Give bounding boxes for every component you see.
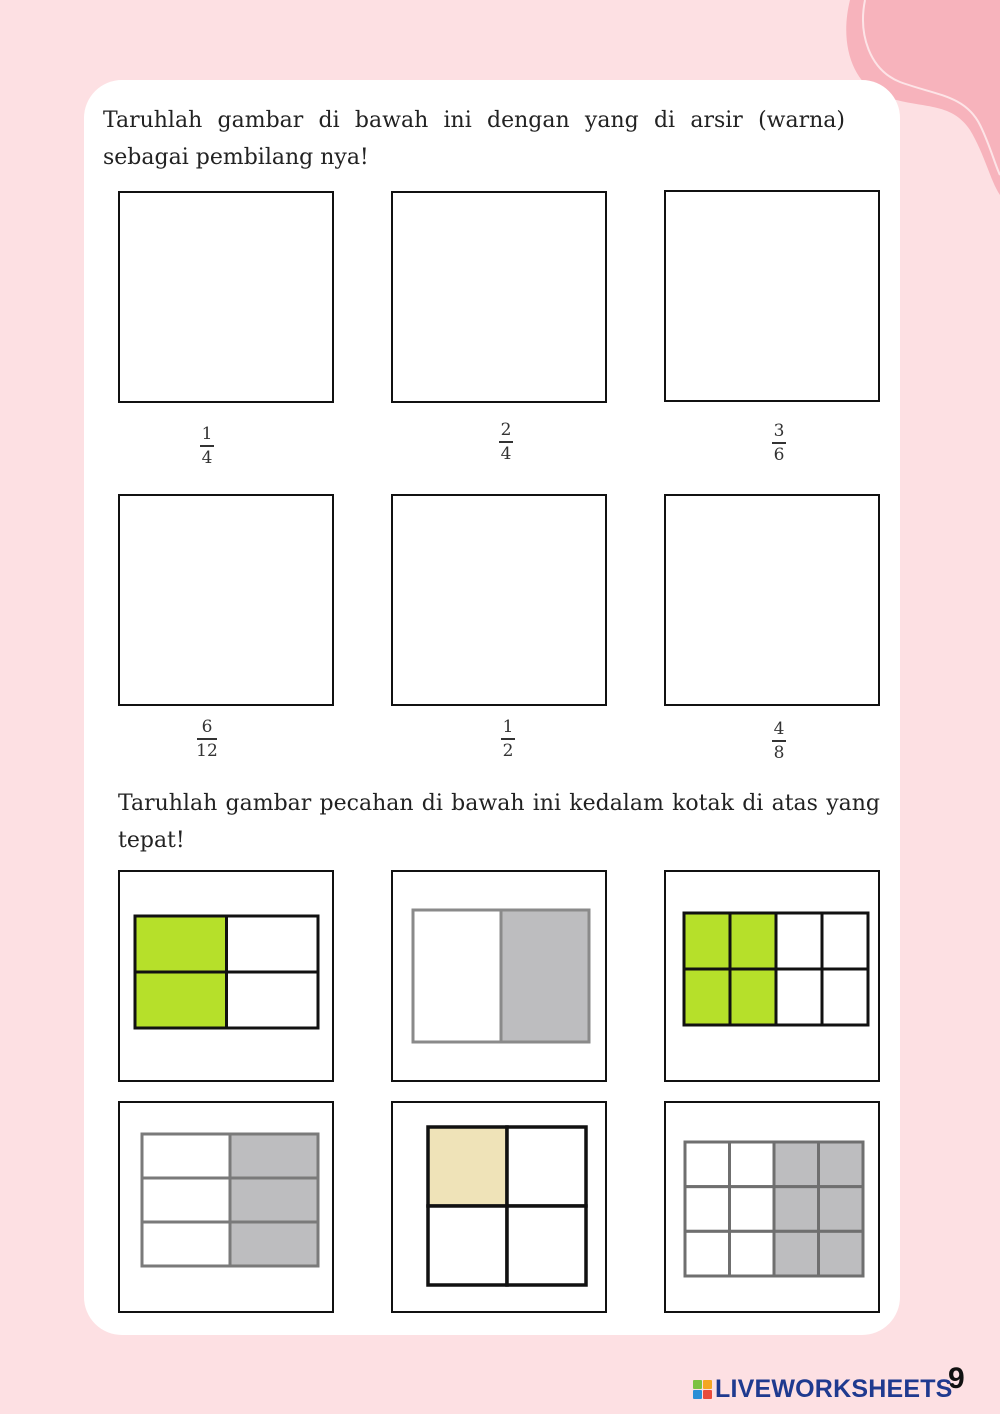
drop-box-5[interactable]	[391, 494, 607, 706]
fraction-label-2	[486, 421, 526, 464]
instruction-text-2: Taruhlah gambar pecahan di bawah ini kedalam kotak di atas yang tepat!	[118, 791, 880, 853]
fraction-label-1	[187, 425, 227, 468]
empty-cell	[730, 1231, 775, 1276]
fraction-numerator: 4	[773, 719, 785, 739]
empty-cell	[428, 1206, 507, 1285]
fraction-numerator: 2	[500, 420, 512, 440]
fraction-numerator: 3	[773, 421, 785, 441]
fraction-denominator: 4	[201, 447, 213, 468]
empty-cell	[507, 1206, 586, 1285]
shaded-cell	[819, 1187, 864, 1232]
shaded-cell	[730, 913, 776, 969]
fraction-denominator: 4	[500, 443, 512, 464]
empty-cell	[822, 913, 868, 969]
drop-box-1[interactable]	[118, 191, 334, 403]
empty-cell	[776, 913, 822, 969]
empty-cell	[822, 969, 868, 1025]
fraction-label-4	[187, 718, 227, 761]
shaded-cell	[501, 910, 589, 1042]
instruction-text-1: Taruhlah gambar di bawah ini dengan yang di arsir (warna) sebagai pembilang nya!	[103, 108, 845, 170]
shaded-cell	[774, 1231, 819, 1276]
shaded-cell	[684, 913, 730, 969]
shaded-cell	[230, 1178, 318, 1222]
drop-box-2[interactable]	[391, 191, 607, 403]
fraction-denominator: 8	[773, 742, 785, 763]
empty-cell	[685, 1231, 730, 1276]
shaded-cell	[730, 969, 776, 1025]
fraction-tile-3[interactable]	[664, 870, 880, 1082]
fraction-bar	[772, 442, 786, 444]
fraction-denominator: 6	[773, 444, 785, 465]
fraction-tile-4[interactable]	[118, 1101, 334, 1313]
drop-box-6[interactable]	[664, 494, 880, 706]
fraction-grid	[393, 872, 605, 1080]
fraction-numerator: 1	[502, 717, 514, 737]
fraction-tile-1[interactable]	[118, 870, 334, 1082]
empty-cell	[227, 916, 319, 972]
shaded-cell	[684, 969, 730, 1025]
shaded-cell	[230, 1222, 318, 1266]
empty-cell	[507, 1127, 586, 1206]
shaded-cell	[135, 972, 227, 1028]
empty-cell	[142, 1134, 230, 1178]
fraction-numerator: 1	[201, 424, 213, 444]
fraction-tile-5[interactable]	[391, 1101, 607, 1313]
page-number: 9	[948, 1362, 965, 1395]
empty-cell	[142, 1178, 230, 1222]
fraction-label-3	[759, 422, 799, 465]
fraction-tile-6[interactable]	[664, 1101, 880, 1313]
fraction-grid	[120, 872, 332, 1080]
empty-cell	[730, 1187, 775, 1232]
fraction-bar	[772, 740, 786, 742]
logo-mark-icon	[693, 1380, 712, 1399]
liveworksheets-logo	[693, 1374, 953, 1404]
fraction-grid	[666, 872, 878, 1080]
fraction-tile-2[interactable]	[391, 870, 607, 1082]
shaded-cell	[774, 1187, 819, 1232]
drop-box-3[interactable]	[664, 190, 880, 402]
fraction-numerator: 6	[201, 717, 213, 737]
fraction-label-6	[759, 720, 799, 763]
fraction-bar	[200, 445, 214, 447]
fraction-label-5	[488, 718, 528, 761]
fraction-bar	[499, 441, 513, 443]
fraction-bar	[197, 738, 217, 740]
shaded-cell	[428, 1127, 507, 1206]
empty-cell	[227, 972, 319, 1028]
empty-cell	[730, 1142, 775, 1187]
fraction-bar	[501, 738, 515, 740]
empty-cell	[413, 910, 501, 1042]
shaded-cell	[230, 1134, 318, 1178]
fraction-grid	[666, 1103, 878, 1311]
shaded-cell	[774, 1142, 819, 1187]
shaded-cell	[135, 916, 227, 972]
shaded-cell	[819, 1231, 864, 1276]
drop-box-4[interactable]	[118, 494, 334, 706]
fraction-denominator: 12	[196, 740, 218, 761]
empty-cell	[685, 1187, 730, 1232]
fraction-denominator: 2	[502, 740, 514, 761]
fraction-grid	[120, 1103, 332, 1311]
empty-cell	[685, 1142, 730, 1187]
empty-cell	[776, 969, 822, 1025]
empty-cell	[142, 1222, 230, 1266]
shaded-cell	[819, 1142, 864, 1187]
fraction-grid	[393, 1103, 605, 1311]
logo-text: LIVEWORKSHEETS	[715, 1374, 953, 1403]
